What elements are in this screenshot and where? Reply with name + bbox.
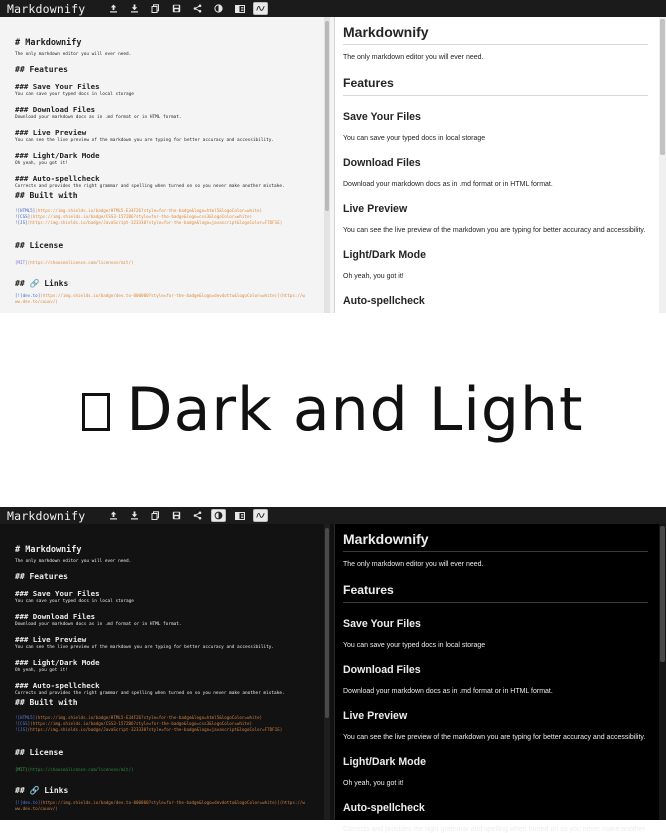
editor-license-heading: ## License (15, 240, 64, 250)
preview-mode-text: Oh yeah, you got it! (343, 273, 404, 280)
preview-live-text: You can see the live preview of the markdown you are typing for better accuracy and accessibility. (343, 227, 646, 234)
badge-css-url: (https://img.shields.io/badge/CSS3-1572B6?style=for-the-badge&logo=css3&logoColor=white) (30, 214, 252, 220)
preview-intro: The only markdown editor you will ever need. (343, 561, 484, 568)
preview-download-text: Download your markdown docs as in .md format or in HTML format. (343, 688, 553, 695)
badge-js-ref: ![JS] (15, 727, 28, 733)
license-ref: [MIT] (15, 259, 28, 265)
download-icon[interactable] (124, 507, 145, 524)
markdown-editor[interactable] (0, 17, 330, 313)
light-mode-screenshot (0, 0, 666, 313)
badge-html-ref: ![HTML5] (15, 208, 36, 213)
toolbar (0, 0, 666, 17)
badge-html-ref: ![HTML5] (15, 715, 36, 720)
editor-mode-heading: ### Light/Dark Mode (15, 658, 100, 667)
preview-spell-text: Corrects and provides the right grammar and spelling when turned on so you never make another (343, 826, 645, 833)
save-icon[interactable] (166, 0, 187, 17)
theme-toggle-icon[interactable] (208, 0, 229, 17)
preview-mode-heading: Light/Dark Mode (343, 756, 426, 768)
preview-h1: Markdownify (343, 17, 648, 45)
badge-css-ref: ![CSS] (15, 214, 31, 220)
preview-live-heading: Live Preview (343, 203, 408, 215)
layout-icon[interactable] (229, 0, 250, 17)
preview-mode-heading: Light/Dark Mode (343, 249, 426, 261)
markdown-preview (334, 17, 666, 313)
preview-mode-text: Oh yeah, you got it! (343, 780, 404, 787)
layout-icon[interactable] (229, 507, 250, 524)
editor-license-heading: ## License (15, 747, 64, 757)
editor-spell-text: Corrects and provides the right grammar and spelling when turned on so you never make another mistake. (15, 184, 285, 189)
editor-features-heading: ## Features (15, 65, 68, 74)
preview-live-heading: Live Preview (343, 710, 408, 722)
share-icon[interactable] (187, 507, 208, 524)
editor-license-link (15, 767, 330, 772)
devto-url: (https://img.shields.io/badge/dev.to-000000?style=for-the-badge&logo=devdotto&logoColor=white)](https://www.dev.to/cuuxv/) (15, 799, 305, 811)
markdown-preview (334, 524, 666, 833)
editor-built-links (15, 715, 305, 734)
license-url: (https://choosealicense.com/licenses/mit/) (27, 766, 134, 772)
editor-mode-text: Oh yeah, you got it! (15, 161, 68, 166)
editor-spell-heading: ### Auto-spellcheck (15, 681, 100, 690)
badge-js-url: (https://img.shields.io/badge/JavaScript-323330?style=for-the-badge&logo=javascript&logoColor=F7DF1E) (27, 727, 283, 733)
app-title: Markdownify (7, 508, 86, 523)
preview-download-text: Download your markdown docs as in .md format or in HTML format. (343, 181, 553, 188)
editor-mode-text: Oh yeah, you got it! (15, 668, 68, 673)
editor-license-link (15, 260, 330, 265)
editor-download-heading: ### Download Files (15, 612, 96, 621)
theme-toggle-icon[interactable] (208, 507, 229, 524)
spellcheck-icon[interactable] (250, 507, 271, 524)
editor-built-heading: ## Built with (15, 698, 78, 707)
caption-banner (0, 313, 666, 507)
preview-save-heading: Save Your Files (343, 618, 421, 630)
editor-download-text: Download your markdown docs as in .md format or in HTML format. (15, 115, 182, 120)
editor-intro: The only markdown editor you will ever need. (15, 559, 132, 564)
preview-spell-heading: Auto-spellcheck (343, 802, 425, 814)
editor-save-heading: ### Save Your Files (15, 82, 100, 91)
badge-html-url: (https://img.shields.io/badge/HTML5-E34F26?style=for-the-badge&logo=html5&logoColor=white) (35, 715, 263, 720)
preview-save-text: You can save your typed docs in local storage (343, 135, 486, 142)
badge-css-ref: ![CSS] (15, 721, 31, 727)
preview-features: Features (343, 583, 648, 603)
editor-links-heading: ## 🔗 Links (15, 785, 69, 795)
badge-html-url: (https://img.shields.io/badge/HTML5-E34F26?style=for-the-badge&logo=html5&logoColor=white) (35, 208, 263, 213)
dark-mode-screenshot (0, 507, 666, 833)
editor-spell-text: Corrects and provides the right grammar and spelling when turned on so you never make another mistake. (15, 691, 285, 696)
badge-js-ref: ![JS] (15, 220, 28, 226)
preview-live-text: You can see the live preview of the markdown you are typing for better accuracy and accessibility. (343, 734, 646, 741)
badge-js-url: (https://img.shields.io/badge/JavaScript-323330?style=for-the-badge&logo=javascript&logoColor=F7DF1E) (27, 220, 283, 226)
preview-h1: Markdownify (343, 524, 648, 552)
share-icon[interactable] (187, 0, 208, 17)
devto-url: (https://img.shields.io/badge/dev.to-000000?style=for-the-badge&logo=devdotto&logoColor=white)](https://www.dev.to/cuuxv/) (15, 292, 305, 304)
spellcheck-icon[interactable] (250, 0, 271, 17)
copy-icon[interactable] (145, 507, 166, 524)
preview-download-heading: Download Files (343, 664, 421, 676)
preview-download-heading: Download Files (343, 157, 421, 169)
missing-glyph-icon (82, 393, 110, 431)
editor-links-line (15, 293, 305, 305)
preview-save-text: You can save your typed docs in local storage (343, 642, 486, 649)
badge-css-url: (https://img.shields.io/badge/CSS3-1572B6?style=for-the-badge&logo=css3&logoColor=white) (30, 721, 252, 727)
editor-preview-text: You can see the live preview of the markdown you are typing for better accuracy and accessibility. (15, 645, 275, 650)
toolbar (0, 507, 666, 524)
devto-ref: [![dev.to] (15, 799, 41, 805)
app-title: Markdownify (7, 1, 86, 16)
editor-links-line (15, 800, 305, 812)
preview-intro: The only markdown editor you will ever need. (343, 54, 484, 61)
editor-intro: The only markdown editor you will ever need. (15, 52, 132, 57)
save-icon[interactable] (166, 507, 187, 524)
editor-download-heading: ### Download Files (15, 105, 96, 114)
markdown-editor[interactable] (0, 524, 330, 820)
preview-save-heading: Save Your Files (343, 111, 421, 123)
editor-preview-heading: ### Live Preview (15, 128, 87, 137)
editor-preview-text: You can see the live preview of the markdown you are typing for better accuracy and accessibility. (15, 138, 275, 143)
editor-links-heading: ## 🔗 Links (15, 278, 69, 288)
download-icon[interactable] (124, 0, 145, 17)
upload-icon[interactable] (103, 0, 124, 17)
upload-icon[interactable] (103, 507, 124, 524)
editor-h1: # Markdownify (15, 38, 82, 48)
preview-spell-heading: Auto-spellcheck (343, 295, 425, 307)
editor-spell-heading: ### Auto-spellcheck (15, 174, 100, 183)
editor-preview-heading: ### Live Preview (15, 635, 87, 644)
preview-scrollbar[interactable] (659, 17, 666, 313)
editor-download-text: Download your markdown docs as in .md format or in HTML format. (15, 622, 182, 627)
editor-scrollbar[interactable] (324, 17, 330, 313)
editor-scrollbar[interactable] (324, 524, 330, 820)
editor-save-text: You can save your typed docs in local storage (15, 599, 134, 604)
license-url: (https://choosealicense.com/licenses/mit/) (27, 259, 134, 265)
editor-h1: # Markdownify (15, 545, 82, 555)
editor-built-heading: ## Built with (15, 191, 78, 200)
editor-features-heading: ## Features (15, 572, 68, 581)
preview-features: Features (343, 76, 648, 96)
copy-icon[interactable] (145, 0, 166, 17)
license-ref: [MIT] (15, 766, 28, 772)
editor-built-links (15, 208, 305, 227)
editor-save-heading: ### Save Your Files (15, 589, 100, 598)
devto-ref: [![dev.to] (15, 292, 41, 298)
editor-mode-heading: ### Light/Dark Mode (15, 151, 100, 160)
editor-save-text: You can save your typed docs in local storage (15, 92, 134, 97)
preview-scrollbar[interactable] (659, 524, 666, 820)
caption-text: Dark and Light (126, 375, 584, 445)
